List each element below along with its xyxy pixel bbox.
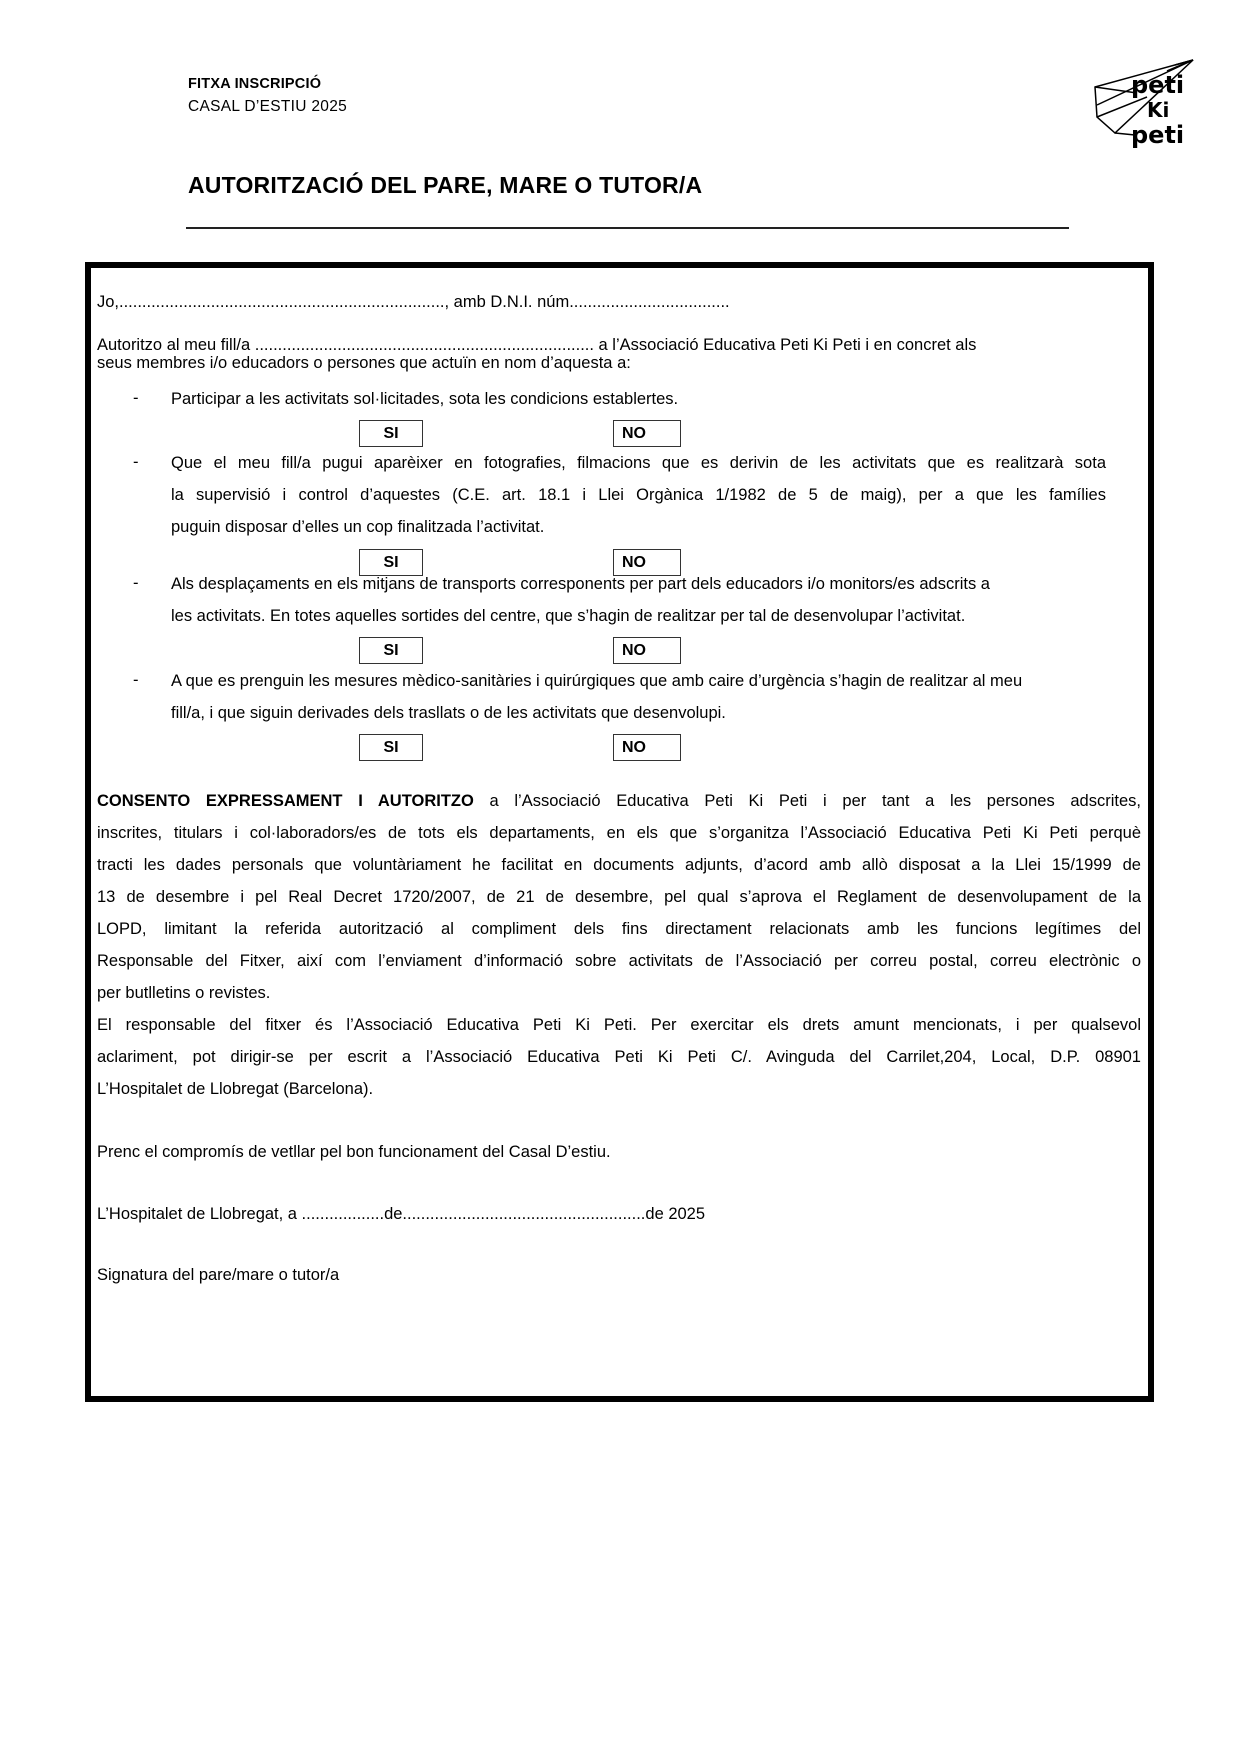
bullet-marker: - [133, 453, 139, 471]
medical-yes-checkbox[interactable]: SI [359, 734, 423, 761]
responsible-line-3: L’Hospitalet de Llobregat (Barcelona). [97, 1080, 374, 1098]
title-divider [186, 227, 1069, 229]
form-subtitle: CASAL D’ESTIU 2025 [188, 98, 348, 115]
item-images-line-1: Que el meu fill/a pugui aparèixer en fotografies, filmacions que es derivin de les activitats que es realitzarà sota [171, 454, 1106, 472]
item-transport-line-1: Als desplaçaments en els mitjans de transports corresponents per part dels educadors i/o monitors/es adscrits a [171, 575, 990, 593]
images-yes-checkbox[interactable]: SI [359, 549, 423, 576]
item-transport-line-2: les activitats. En totes aquelles sortides del centre, que s’hagin de realitzar per tal de desenvolupar l’activitat. [171, 607, 966, 625]
item-participation: Participar a les activitats sol·licitades, sota les condicions establertes. [171, 390, 679, 408]
participation-yes-checkbox[interactable]: SI [359, 420, 423, 447]
consent-line-6: Responsable del Fitxer, així com l’enviament d’informació sobre activitats de l’Associació per correu postal, correu electrònic o [97, 952, 1141, 970]
consent-line-2: inscrites, titulars i col·laboradors/es de tots els departaments, en els que s’organitza l’Associació Educativa Peti Ki Peti perquè [97, 824, 1141, 842]
svg-text:peti: peti [1131, 121, 1185, 149]
participation-no-checkbox[interactable]: NO [613, 420, 681, 447]
form-label: FITXA INSCRIPCIÓ [188, 76, 322, 92]
signature-label: Signatura del pare/mare o tutor/a [97, 1266, 340, 1284]
bullet-marker: - [133, 671, 139, 689]
item-medical-line-2: fill/a, i que siguin derivades dels trasllats o de les activitats que desenvolupi. [171, 704, 726, 722]
parent-name-dni-line[interactable]: Jo,......................................................................., amb D.N.I. núm................................... [97, 293, 730, 311]
signature-area[interactable] [97, 1295, 1137, 1385]
bullet-marker: - [133, 574, 139, 592]
transport-yes-checkbox[interactable]: SI [359, 637, 423, 664]
images-no-checkbox[interactable]: NO [613, 549, 681, 576]
responsible-line-2: aclariment, pot dirigir-se per escrit a l’Associació Educativa Peti Ki Peti C/. Avinguda del Carrilet,204, Local, D.P. 08901 [97, 1048, 1141, 1066]
page-title: AUTORITZACIÓ DEL PARE, MARE O TUTOR/A [188, 172, 703, 198]
bullet-marker: - [133, 389, 139, 407]
consent-line-3: tracti les dades personals que voluntàriament he facilitat en documents adjunts, d’acord amb allò disposat a la Llei 15/1999 de [97, 856, 1141, 874]
transport-no-checkbox[interactable]: NO [613, 637, 681, 664]
date-line[interactable]: L’Hospitalet de Llobregat, a ..................de.....................................................de 2025 [97, 1205, 706, 1223]
item-images-line-2: la supervisió i control d’aquestes (C.E. art. 18.1 i Llei Orgànica 1/1982 de 5 de maig), per a que les famílies [171, 486, 1106, 504]
paper-plane-logo-icon [1075, 45, 1215, 165]
responsible-line-1: El responsable del fitxer és l’Associació Educativa Peti Ki Peti. Per exercitar els drets amunt mencionats, i per qualsevol [97, 1016, 1141, 1034]
authorization-intro: seus membres i/o educadors o persones que actuïn en nom d’aquesta a: [97, 354, 631, 372]
consent-line-7: per butlletins o revistes. [97, 984, 271, 1002]
medical-no-checkbox[interactable]: NO [613, 734, 681, 761]
consent-line-1 [97, 791, 1141, 811]
svg-text:peti: peti [1131, 71, 1185, 99]
commitment-text: Prenc el compromís de vetllar pel bon funcionament del Casal D’estiu. [97, 1143, 611, 1161]
consent-line-4: 13 de desembre i pel Real Decret 1720/2007, de 21 de desembre, pel qual s’aprova el Reglament de desenvolupament de la [97, 888, 1141, 906]
item-images-line-3: puguin disposar d’elles un cop finalitzada l’activitat. [171, 518, 545, 536]
svg-text:Ki: Ki [1147, 98, 1170, 122]
child-name-line[interactable]: Autoritzo al meu fill/a .......................................................................... a l’Associació Educativa Peti Ki Peti i en concret als [97, 336, 977, 354]
consent-heading: CONSENTO EXPRESSAMENT I AUTORITZO [97, 792, 474, 810]
item-medical-line-1: A que es prenguin les mesures mèdico-sanitàries i quirúrgiques que amb caire d’urgència s’hagin de realitzar al meu [171, 672, 1023, 690]
consent-line-1-text: a l’Associació Educativa Peti Ki Peti i per tant a les persones adscrites, [473, 792, 1141, 810]
consent-line-5: LOPD, limitant la referida autorització al compliment dels fins directament relacionats amb les funcions legítimes del [97, 920, 1141, 938]
